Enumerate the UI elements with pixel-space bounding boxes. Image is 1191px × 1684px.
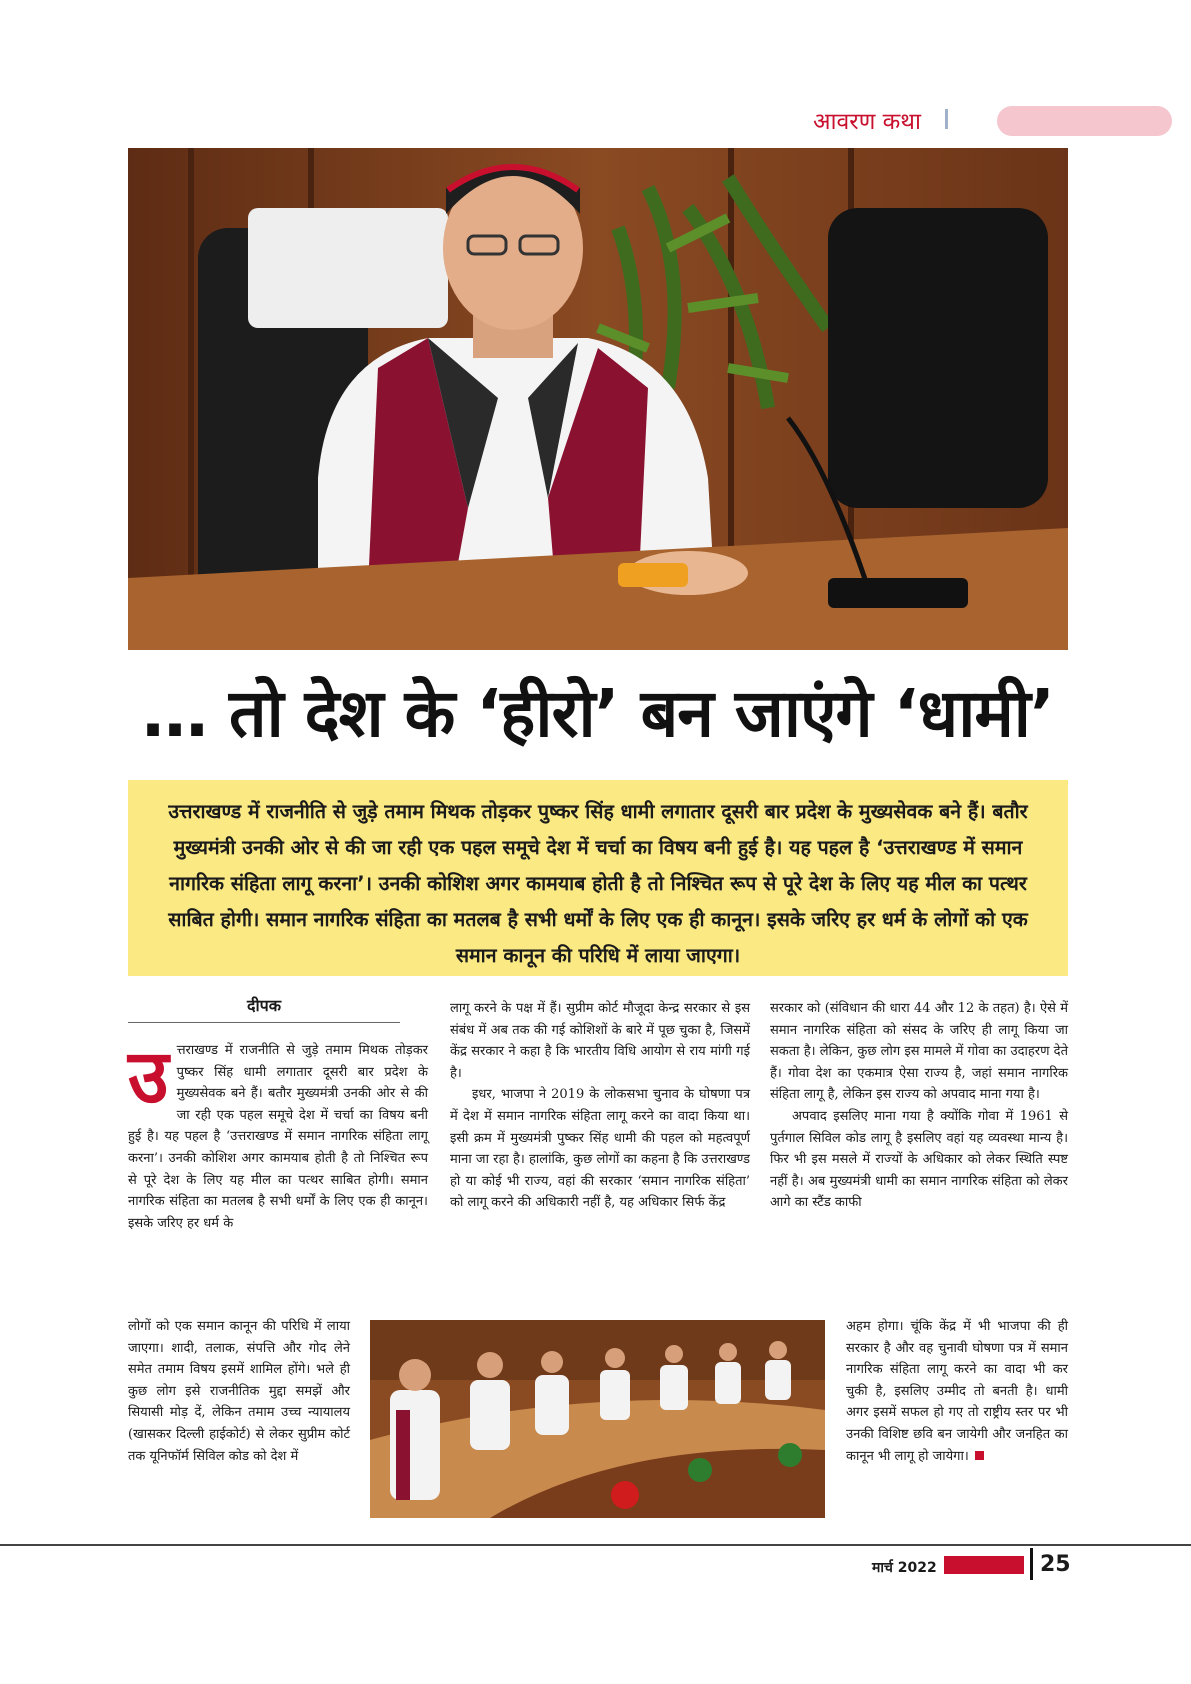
article-paragraph: लागू करने के पक्ष में हैं। सुप्रीम कोर्ट मौजूदा केन्द्र सरकार से इस संबंध में अब तक की गई कोशिशों के बारे में पूछ चुका है, जिसमें केंद्र सरकार ने कहा है कि भारतीय विधि आयोग से राय मांगी गई है। (450, 1001, 750, 1081)
inset-photo (370, 1320, 825, 1518)
section-tag: आवरण कथा (813, 109, 921, 135)
inset-photo-illustration (370, 1320, 825, 1518)
headline: … तो देश के ‘हीरो’ बन जाएंगे ‘धामी’ (142, 675, 1054, 752)
hero-photo-illustration (128, 148, 1068, 650)
article-paragraph: इधर, भाजपा ने 2019 के लोकसभा चुनाव के घोषणा पत्र में देश में समान नागरिक संहिता लागू करने का वादा किया था। इसी क्रम में मुख्यमंत्री पुष्कर सिंह धामी की पहल को महत्वपूर्ण माना जा रहा है। हालांकि, कुछ लोगों का कहना है कि उत्तराखण्ड हो या कोई भी राज्य, वहां की सरकार ‘समान नागरिक संहिता’ को लागू करने की अधिकारी नहीं है, यह अधिकार सिर्फ केंद्र (450, 1087, 750, 1211)
footer-rule (0, 1544, 1191, 1546)
article-paragraph: सरकार को (संविधान की धारा 44 और 12 के तहत) है। ऐसे में समान नागरिक संहिता को संसद के जरिए ही लागू किया जा सकता है। लेकिन, कुछ लोग इस मामले में गोवा का उदाहरण देते हैं। गोवा देश का एकमात्र ऐसा राज्य है, जहां समान नागरिक संहिता लागू है, लेकिन इस राज्य को अपवाद माना गया है। (770, 1001, 1068, 1103)
article-paragraph: अहम होगा। चूंकि केंद्र में भी भाजपा की ही सरकार है और वह चुनावी घोषणा पत्र में समान नागरिक संहिता लागू करने का वादा भी कर चुकी है, इसलिए उम्मीद तो बनती है। धामी अगर इसमें सफल हो गए तो राष्ट्रीय स्तर पर भी उनकी विशिष्ट छवि बन जायेगी और जनहित का कानून भी लागू हो जायेगा। (846, 1319, 1068, 1464)
article-column-1-continued (128, 1316, 350, 1467)
article-paragraph: अपवाद इसलिए माना गया है क्योंकि गोवा में 1961 से पुर्तगाल सिविल कोड लागू है इसलिए वहां यह व्यवस्था मान्य है। फिर भी इस मसले में राज्यों के अधिकार को लेकर स्थिति स्पष्ट नहीं है। अब मुख्यमंत्री धामी का समान नागरिक संहिता को लेकर आगे का स्टैंड काफी (770, 1108, 1068, 1211)
article-paragraph: लोगों को एक समान कानून की परिधि में लाया जाएगा। शादी, तलाक, संपत्ति और गोद लेने समेत तमाम विषय इसमें शामिल होंगे। भले ही कुछ लोग इसे राजनीतिक मुद्दा समझें और सियासी मोड़ दें, लेकिन तमाम उच्च न्यायालय (खासकर दिल्ली हाईकोर्ट) से लेकर सुप्रीम कोर्ट तक यूनिफॉर्म सिविल कोड को देश में (128, 1319, 350, 1464)
footer-divider (1030, 1548, 1033, 1580)
footer-date: मार्च 2022 (872, 1560, 937, 1576)
byline: दीपक (128, 994, 400, 1023)
section-tag-divider (945, 109, 948, 129)
article-column-3 (770, 998, 1068, 1214)
page-number: 25 (1040, 1552, 1071, 1577)
article-column-3-continued (846, 1316, 1068, 1467)
hero-photo (128, 148, 1068, 650)
article-column-2 (450, 998, 750, 1214)
end-mark (975, 1451, 984, 1460)
dropcap: उ (128, 1034, 169, 1120)
standfirst-box (128, 780, 1068, 976)
section-tag-pill (997, 106, 1172, 136)
article-column-1 (128, 1034, 428, 1234)
standfirst-text: उत्तराखण्ड में राजनीति से जुड़े तमाम मिथक तोड़कर पुष्कर सिंह धामी लगातार दूसरी बार प्रदेश के मुख्यसेवक बने हैं। बतौर मुख्यमंत्री उनकी ओर से की जा रही एक पहल समूचे देश में चर्चा का विषय बनी हुई है। यह पहल है ‘उत्तराखण्ड में समान नागरिक संहिता लागू करना’। उनकी कोशिश अगर कामयाब होती है तो निश्चित रूप से पूरे देश के लिए यह मील का पत्थर साबित होगी। समान नागरिक संहिता का मतलब है सभी धर्मों के लिए एक ही कानून। इसके जरिए हर धर्म के लोगों को एक समान कानून की परिधि में लाया जाएगा। (168, 800, 1028, 967)
footer-magazine-logo (944, 1556, 1024, 1574)
article-paragraph: त्तराखण्ड में राजनीति से जुड़े तमाम मिथक तोड़कर पुष्कर सिंह धामी लगातार दूसरी बार प्रदेश के मुख्यसेवक बने हैं। बतौर मुख्यमंत्री उनकी ओर से की जा रही एक पहल समूचे देश में चर्चा का विषय बनी हुई है। यह पहल है ‘उत्तराखण्ड में समान नागरिक संहिता लागू करना’। उनकी कोशिश अगर कामयाब होती है तो निश्चित रूप से पूरे देश के लिए यह मील का पत्थर साबित होगी। समान नागरिक संहिता का मतलब है सभी धर्मों के लिए एक ही कानून। इसके जरिए हर धर्म के (128, 1043, 428, 1231)
